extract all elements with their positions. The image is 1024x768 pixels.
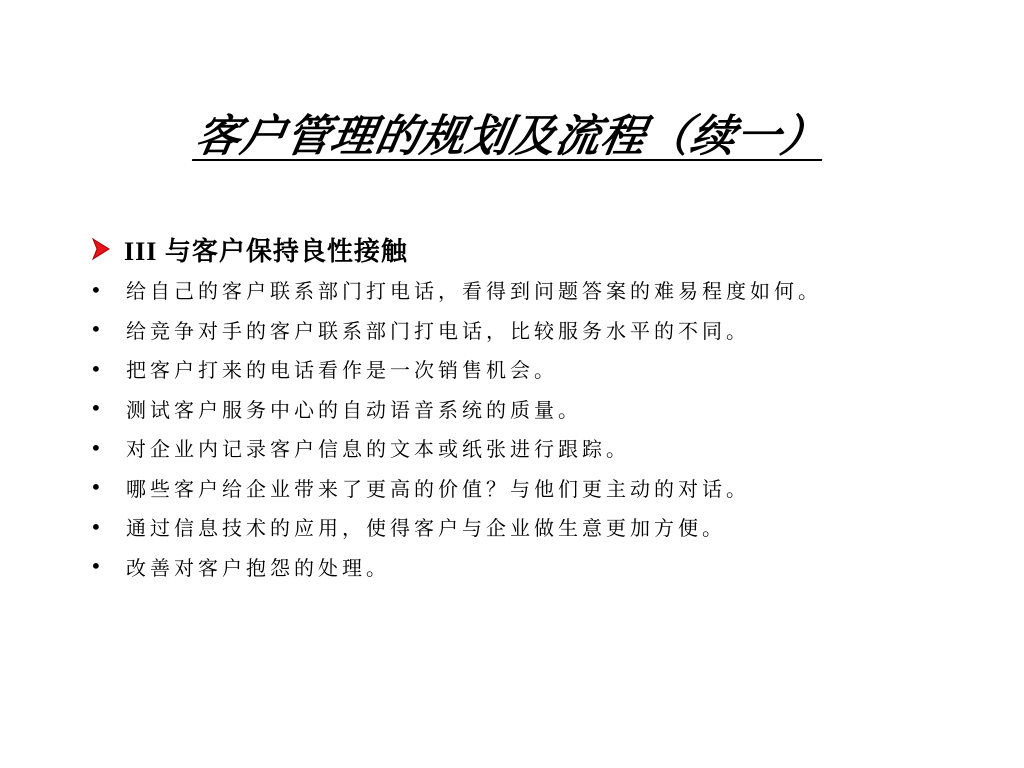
bullet-text: 给竞争对手的客户联系部门打电话，比较服务水平的不同。 bbox=[126, 318, 750, 343]
section-heading bbox=[88, 228, 988, 270]
bullet-text: 给自己的客户联系部门打电话，看得到问题答案的难易程度如何。 bbox=[126, 279, 822, 304]
bullet-text: 对企业内记录客户信息的文本或纸张进行跟踪。 bbox=[126, 437, 630, 462]
list-item bbox=[88, 547, 988, 587]
bullet-dot-icon: • bbox=[90, 277, 102, 302]
bullet-text: 通过信息技术的应用，使得客户与企业做生意更加方便。 bbox=[126, 516, 726, 541]
section-heading-text: III 与客户保持良性接触 bbox=[124, 236, 408, 266]
bullet-dot-icon: • bbox=[90, 514, 102, 539]
bullet-dot-icon: • bbox=[90, 396, 102, 421]
list-item bbox=[88, 428, 988, 468]
bullet-dot-icon: • bbox=[90, 554, 102, 579]
title-area bbox=[0, 100, 1024, 164]
list-item bbox=[88, 507, 988, 547]
bullet-text: 把客户打来的电话看作是一次销售机会。 bbox=[126, 358, 558, 383]
list-item bbox=[88, 468, 988, 508]
bullet-dot-icon: • bbox=[90, 435, 102, 460]
bullet-text: 改善对客户抱怨的处理。 bbox=[126, 555, 390, 580]
bullet-text: 测试客户服务中心的自动语音系统的质量。 bbox=[126, 397, 582, 422]
list-item bbox=[88, 349, 988, 389]
list-item bbox=[88, 270, 988, 310]
bullet-dot-icon: • bbox=[90, 356, 102, 381]
slide-content bbox=[88, 228, 988, 586]
bullet-dot-icon: • bbox=[90, 317, 102, 342]
red-arrow-bullet-icon bbox=[88, 236, 114, 262]
bullet-dot-icon: • bbox=[90, 475, 102, 500]
list-item bbox=[88, 310, 988, 350]
slide-title: 客户管理的规划及流程（续一） bbox=[191, 111, 831, 162]
list-item bbox=[88, 389, 988, 429]
bullet-text: 哪些客户给企业带来了更高的价值？与他们更主动的对话。 bbox=[126, 476, 750, 501]
bullet-list bbox=[88, 270, 988, 586]
